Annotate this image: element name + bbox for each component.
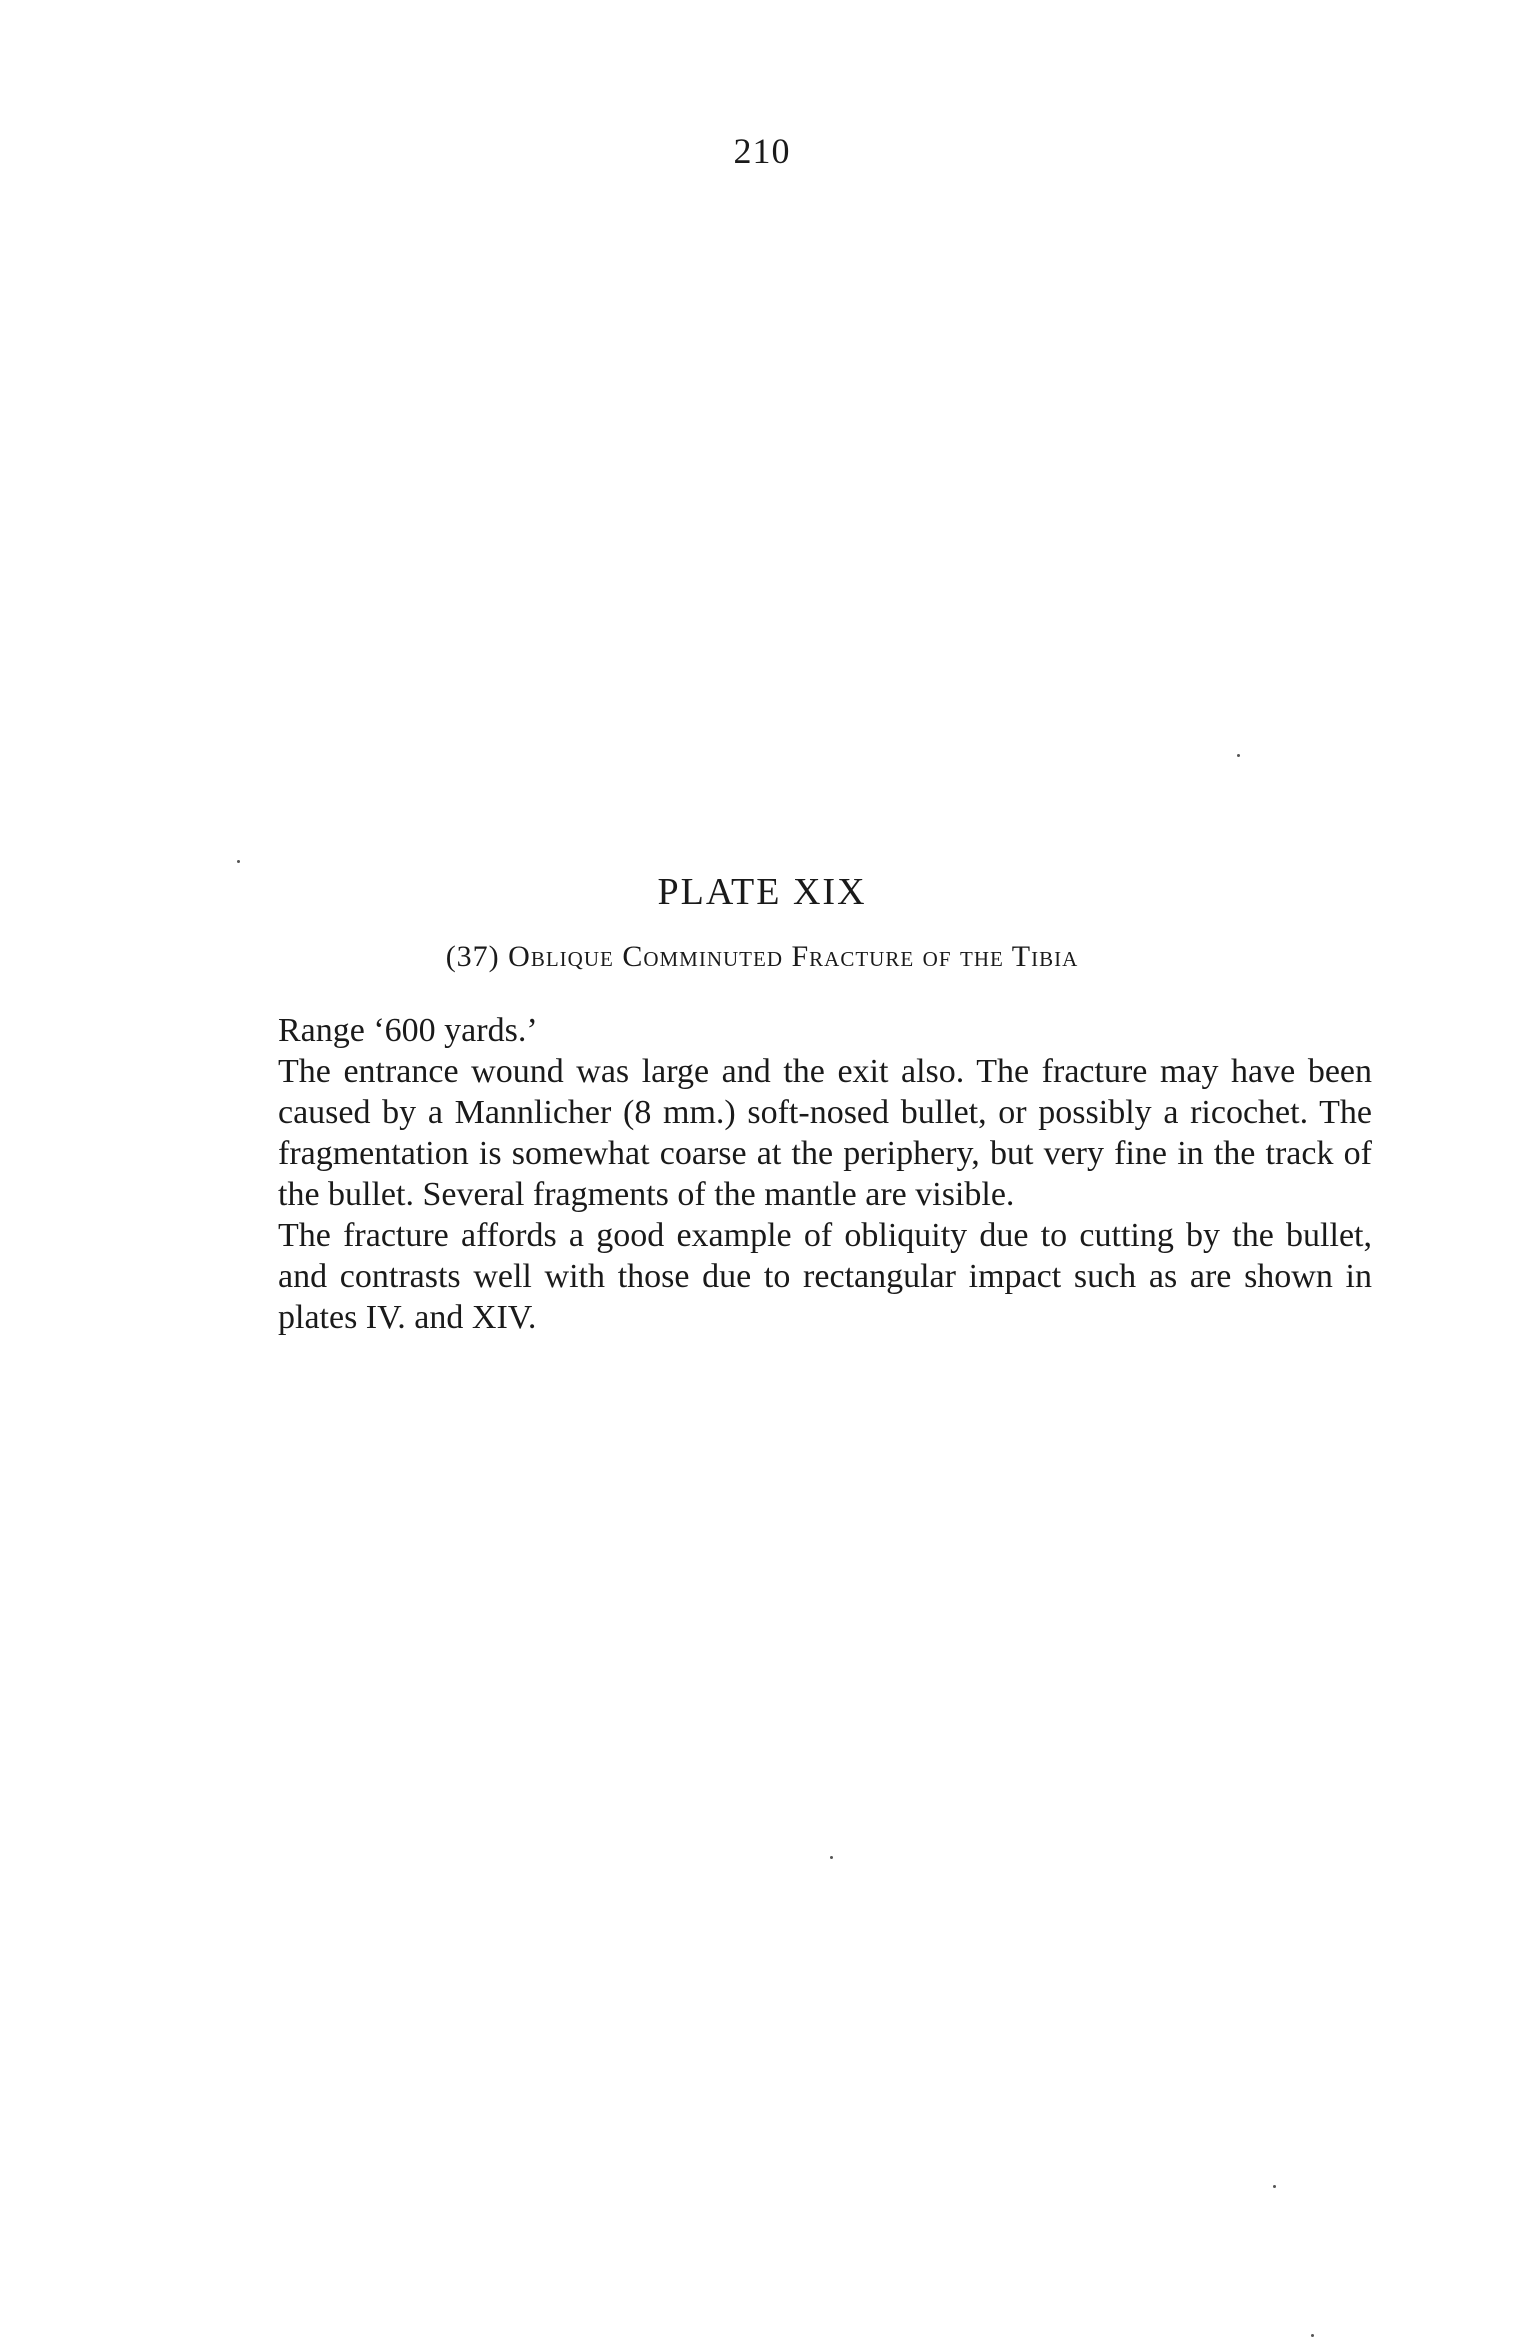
plate-title: PLATE XIX xyxy=(657,871,867,913)
scan-speck xyxy=(237,860,240,863)
scan-speck xyxy=(1237,754,1240,757)
body-text xyxy=(278,1010,1372,1338)
paragraph-range: Range ‘600 yards.’ xyxy=(278,1012,538,1049)
plate-subtitle xyxy=(0,940,1524,974)
plate-figure-caption: Oblique Comminuted Fracture of the Tibia xyxy=(508,940,1079,973)
paragraph-obliquity: The fracture affords a good example of obliquity due to cutting by the bullet, and contrasts well with those due to rectangular impact such as are shown in plates IV. and XIV. xyxy=(278,1217,1372,1336)
page-number: 210 xyxy=(733,131,791,171)
paragraph-description: The entrance wound was large and the exit also. The fracture may have been caused by a Mannlicher (8 mm.) soft-nosed bullet, or possibly a ricochet. The fragmentation is somewhat coarse at the periphery, but very fine in the track of the bullet. Several fragments of the mantle are visible. xyxy=(278,1053,1372,1213)
scan-speck xyxy=(1273,2185,1276,2188)
scan-speck xyxy=(830,1856,833,1859)
plate-figure-number: (37) xyxy=(445,940,500,973)
scan-speck xyxy=(1311,2334,1314,2337)
